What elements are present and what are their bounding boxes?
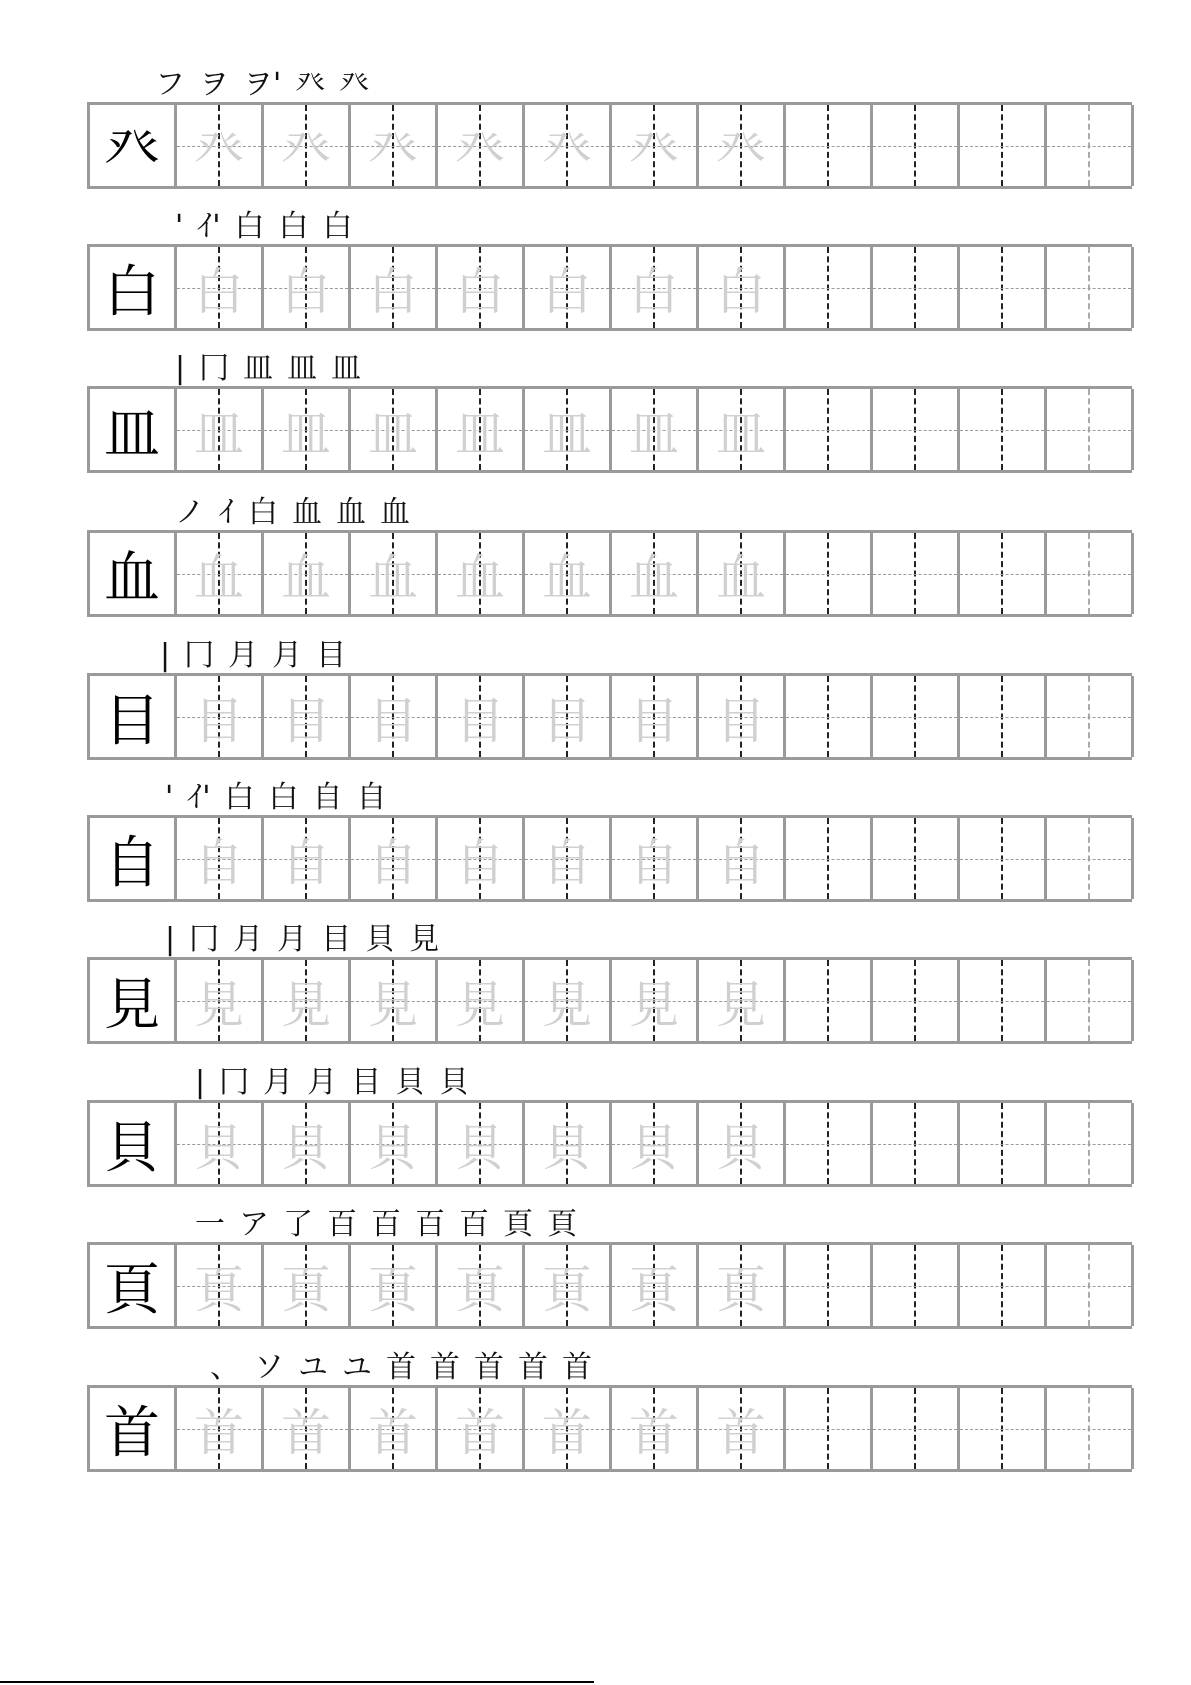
trace-character: 見 bbox=[455, 975, 505, 1034]
stroke-step: 貝 bbox=[365, 922, 396, 957]
trace-cell[interactable] bbox=[612, 676, 699, 757]
trace-character: 貝 bbox=[716, 1118, 766, 1177]
blank-practice-cell[interactable] bbox=[960, 1388, 1047, 1469]
blank-practice-cell[interactable] bbox=[786, 105, 873, 186]
trace-cell[interactable] bbox=[351, 676, 438, 757]
blank-practice-cell[interactable] bbox=[1047, 533, 1134, 614]
trace-character: 癶 bbox=[368, 120, 418, 179]
stroke-step: 首 bbox=[386, 1350, 416, 1385]
trace-cell[interactable] bbox=[177, 676, 264, 757]
trace-cell[interactable] bbox=[438, 247, 525, 328]
model-character-cell bbox=[90, 105, 177, 186]
blank-practice-cell[interactable] bbox=[960, 389, 1047, 470]
trace-cell[interactable] bbox=[699, 1245, 786, 1326]
trace-cell[interactable] bbox=[351, 105, 438, 186]
trace-cell[interactable] bbox=[612, 247, 699, 328]
stroke-step: 首 bbox=[430, 1350, 460, 1385]
trace-character: 頁 bbox=[542, 1260, 592, 1319]
trace-character: 皿 bbox=[368, 404, 418, 463]
trace-character: 白 bbox=[629, 262, 679, 321]
stroke-order bbox=[165, 769, 387, 813]
trace-character: 首 bbox=[716, 1403, 766, 1462]
model-character-cell bbox=[90, 247, 177, 328]
model-character-cell bbox=[90, 1388, 177, 1469]
stroke-step: 癶 bbox=[295, 67, 326, 102]
trace-cell[interactable] bbox=[525, 1388, 612, 1469]
trace-cell[interactable] bbox=[699, 533, 786, 614]
trace-cell[interactable] bbox=[525, 247, 612, 328]
blank-practice-cell[interactable] bbox=[873, 960, 960, 1041]
trace-cell[interactable] bbox=[351, 960, 438, 1041]
model-character-cell bbox=[90, 1245, 177, 1326]
practice-row bbox=[87, 386, 1132, 473]
stroke-step: 冂 bbox=[184, 638, 215, 673]
trace-character: 自 bbox=[194, 833, 244, 892]
stroke-step: 自 bbox=[356, 780, 387, 815]
trace-cell[interactable] bbox=[264, 960, 351, 1041]
blank-practice-cell[interactable] bbox=[873, 1388, 960, 1469]
stroke-order bbox=[210, 1339, 592, 1383]
trace-cell[interactable] bbox=[438, 960, 525, 1041]
stroke-step: 月 bbox=[307, 1065, 338, 1100]
trace-character: 首 bbox=[281, 1403, 331, 1462]
trace-character: 首 bbox=[629, 1403, 679, 1462]
trace-character: 自 bbox=[542, 833, 592, 892]
stroke-step: | bbox=[195, 1065, 206, 1100]
trace-cell[interactable] bbox=[699, 818, 786, 899]
trace-character: 見 bbox=[716, 975, 766, 1034]
stroke-step: 皿 bbox=[287, 351, 318, 386]
model-character-cell bbox=[90, 960, 177, 1041]
stroke-step: 白 bbox=[248, 495, 278, 530]
trace-cell[interactable] bbox=[264, 247, 351, 328]
trace-character: 見 bbox=[629, 975, 679, 1034]
trace-character: 自 bbox=[368, 833, 418, 892]
blank-practice-cell[interactable] bbox=[786, 818, 873, 899]
trace-character: 血 bbox=[194, 548, 244, 607]
stroke-step: 自 bbox=[312, 780, 343, 815]
stroke-step: 頁 bbox=[503, 1207, 533, 1242]
trace-character: 癶 bbox=[194, 120, 244, 179]
stroke-step: 血 bbox=[292, 495, 322, 530]
stroke-step: ソ bbox=[254, 1350, 284, 1385]
blank-practice-cell[interactable] bbox=[786, 960, 873, 1041]
stroke-step: 冂 bbox=[189, 922, 220, 957]
model-character: 癶 bbox=[104, 117, 160, 183]
stroke-step: ユ bbox=[342, 1350, 372, 1385]
stroke-order bbox=[175, 340, 361, 384]
blank-practice-cell[interactable] bbox=[960, 1245, 1047, 1326]
trace-character: 皿 bbox=[542, 404, 592, 463]
blank-practice-cell[interactable] bbox=[960, 247, 1047, 328]
trace-cell[interactable] bbox=[612, 960, 699, 1041]
model-character-cell bbox=[90, 676, 177, 757]
trace-cell[interactable] bbox=[351, 1103, 438, 1184]
blank-practice-cell[interactable] bbox=[1047, 676, 1134, 757]
blank-practice-cell[interactable] bbox=[786, 676, 873, 757]
practice-row bbox=[87, 1100, 1132, 1187]
trace-cell[interactable] bbox=[699, 389, 786, 470]
blank-practice-cell[interactable] bbox=[960, 818, 1047, 899]
trace-character: 皿 bbox=[281, 404, 331, 463]
trace-character: 貝 bbox=[455, 1118, 505, 1177]
trace-character: 貝 bbox=[368, 1118, 418, 1177]
model-character-cell bbox=[90, 818, 177, 899]
blank-practice-cell[interactable] bbox=[1047, 960, 1134, 1041]
stroke-step: ア bbox=[239, 1207, 269, 1242]
stroke-step: 一 bbox=[195, 1207, 225, 1242]
trace-cell[interactable] bbox=[699, 1388, 786, 1469]
stroke-step: 首 bbox=[474, 1350, 504, 1385]
stroke-step: 白 bbox=[224, 780, 255, 815]
footer-rule bbox=[0, 1681, 594, 1683]
stroke-order bbox=[195, 1196, 577, 1240]
trace-cell[interactable] bbox=[612, 533, 699, 614]
trace-character: 皿 bbox=[455, 404, 505, 463]
trace-character: 血 bbox=[281, 548, 331, 607]
blank-practice-cell[interactable] bbox=[1047, 818, 1134, 899]
trace-character: 血 bbox=[716, 548, 766, 607]
practice-row bbox=[87, 244, 1132, 331]
blank-practice-cell[interactable] bbox=[960, 1103, 1047, 1184]
trace-cell[interactable] bbox=[699, 1103, 786, 1184]
blank-practice-cell[interactable] bbox=[786, 1245, 873, 1326]
blank-practice-cell[interactable] bbox=[960, 533, 1047, 614]
stroke-step: ' bbox=[165, 780, 174, 815]
trace-cell[interactable] bbox=[351, 818, 438, 899]
trace-character: 頁 bbox=[368, 1260, 418, 1319]
stroke-step: 血 bbox=[336, 495, 366, 530]
trace-cell[interactable] bbox=[264, 105, 351, 186]
stroke-step: 月 bbox=[272, 638, 303, 673]
trace-cell[interactable] bbox=[351, 1245, 438, 1326]
trace-cell[interactable] bbox=[264, 818, 351, 899]
trace-cell[interactable] bbox=[525, 676, 612, 757]
trace-character: 癶 bbox=[716, 120, 766, 179]
trace-character: 貝 bbox=[629, 1118, 679, 1177]
trace-character: 白 bbox=[368, 262, 418, 321]
practice-row bbox=[87, 1242, 1132, 1329]
trace-cell[interactable] bbox=[525, 1103, 612, 1184]
blank-practice-cell[interactable] bbox=[786, 1388, 873, 1469]
blank-practice-cell[interactable] bbox=[786, 533, 873, 614]
trace-character: 血 bbox=[542, 548, 592, 607]
model-character: 頁 bbox=[104, 1257, 160, 1323]
trace-character: 首 bbox=[455, 1403, 505, 1462]
trace-cell[interactable] bbox=[612, 818, 699, 899]
blank-practice-cell[interactable] bbox=[873, 1103, 960, 1184]
stroke-step: 貝 bbox=[395, 1065, 426, 1100]
model-character: 白 bbox=[104, 259, 160, 325]
stroke-step: 月 bbox=[228, 638, 259, 673]
trace-character: 首 bbox=[368, 1403, 418, 1462]
stroke-step: 月 bbox=[233, 922, 264, 957]
trace-cell[interactable] bbox=[699, 960, 786, 1041]
trace-cell[interactable] bbox=[438, 533, 525, 614]
practice-row bbox=[87, 815, 1132, 902]
trace-cell[interactable] bbox=[351, 1388, 438, 1469]
stroke-step: フ bbox=[155, 67, 185, 102]
trace-cell[interactable] bbox=[699, 105, 786, 186]
stroke-order bbox=[155, 56, 369, 100]
stroke-step: 、 bbox=[210, 1350, 240, 1385]
blank-practice-cell[interactable] bbox=[786, 1103, 873, 1184]
model-character: 見 bbox=[104, 972, 160, 1038]
trace-cell[interactable] bbox=[177, 533, 264, 614]
trace-cell[interactable] bbox=[177, 1245, 264, 1326]
stroke-step: 白 bbox=[268, 780, 299, 815]
stroke-step: ユ bbox=[298, 1350, 328, 1385]
trace-cell[interactable] bbox=[438, 1103, 525, 1184]
trace-cell[interactable] bbox=[177, 960, 264, 1041]
trace-cell[interactable] bbox=[699, 676, 786, 757]
blank-practice-cell[interactable] bbox=[873, 247, 960, 328]
blank-practice-cell[interactable] bbox=[1047, 1103, 1134, 1184]
stroke-step: 白 bbox=[278, 209, 309, 244]
stroke-step: 百 bbox=[459, 1207, 489, 1242]
trace-cell[interactable] bbox=[264, 533, 351, 614]
practice-row bbox=[87, 1385, 1132, 1472]
model-character-cell bbox=[90, 533, 177, 614]
stroke-step: ノ bbox=[175, 495, 205, 530]
trace-cell[interactable] bbox=[177, 1103, 264, 1184]
trace-character: 自 bbox=[281, 833, 331, 892]
blank-practice-cell[interactable] bbox=[1047, 105, 1134, 186]
trace-character: 白 bbox=[281, 262, 331, 321]
trace-cell[interactable] bbox=[525, 533, 612, 614]
trace-cell[interactable] bbox=[264, 676, 351, 757]
trace-cell[interactable] bbox=[177, 247, 264, 328]
blank-practice-cell[interactable] bbox=[873, 389, 960, 470]
trace-cell[interactable] bbox=[525, 1245, 612, 1326]
blank-practice-cell[interactable] bbox=[1047, 247, 1134, 328]
trace-cell[interactable] bbox=[438, 1245, 525, 1326]
trace-character: 白 bbox=[716, 262, 766, 321]
trace-cell[interactable] bbox=[438, 105, 525, 186]
trace-cell[interactable] bbox=[177, 1388, 264, 1469]
blank-practice-cell[interactable] bbox=[873, 676, 960, 757]
stroke-step: 首 bbox=[518, 1350, 548, 1385]
stroke-step: 貝 bbox=[439, 1065, 470, 1100]
stroke-step: 月 bbox=[263, 1065, 294, 1100]
trace-cell[interactable] bbox=[177, 105, 264, 186]
stroke-order bbox=[195, 1054, 469, 1098]
model-character: 貝 bbox=[104, 1115, 160, 1181]
practice-row bbox=[87, 957, 1132, 1044]
trace-character: 目 bbox=[368, 691, 418, 750]
stroke-step: 月 bbox=[277, 922, 308, 957]
trace-cell[interactable] bbox=[264, 1388, 351, 1469]
practice-row bbox=[87, 673, 1132, 760]
trace-character: 貝 bbox=[281, 1118, 331, 1177]
model-character: 皿 bbox=[104, 401, 160, 467]
trace-cell[interactable] bbox=[525, 960, 612, 1041]
stroke-step: 白 bbox=[322, 209, 353, 244]
trace-character: 癶 bbox=[281, 120, 331, 179]
stroke-order bbox=[175, 484, 410, 528]
trace-character: 見 bbox=[542, 975, 592, 1034]
trace-cell[interactable] bbox=[438, 1388, 525, 1469]
trace-cell[interactable] bbox=[525, 818, 612, 899]
trace-character: 血 bbox=[629, 548, 679, 607]
trace-character: 目 bbox=[194, 691, 244, 750]
model-character-cell bbox=[90, 1103, 177, 1184]
trace-character: 皿 bbox=[194, 404, 244, 463]
blank-practice-cell[interactable] bbox=[960, 105, 1047, 186]
trace-cell[interactable] bbox=[699, 247, 786, 328]
trace-character: 血 bbox=[455, 548, 505, 607]
stroke-step: 皿 bbox=[331, 351, 362, 386]
trace-character: 目 bbox=[629, 691, 679, 750]
blank-practice-cell[interactable] bbox=[1047, 1388, 1134, 1469]
stroke-order bbox=[175, 198, 353, 242]
stroke-step: 首 bbox=[562, 1350, 592, 1385]
trace-character: 癶 bbox=[455, 120, 505, 179]
trace-character: 見 bbox=[194, 975, 244, 1034]
trace-character: 頁 bbox=[194, 1260, 244, 1319]
model-character: 血 bbox=[104, 545, 160, 611]
blank-practice-cell[interactable] bbox=[873, 1245, 960, 1326]
blank-practice-cell[interactable] bbox=[873, 533, 960, 614]
trace-character: 白 bbox=[455, 262, 505, 321]
trace-character: 皿 bbox=[716, 404, 766, 463]
trace-cell[interactable] bbox=[438, 676, 525, 757]
trace-character: 自 bbox=[455, 833, 505, 892]
trace-character: 目 bbox=[281, 691, 331, 750]
blank-practice-cell[interactable] bbox=[873, 818, 960, 899]
trace-character: 癶 bbox=[542, 120, 592, 179]
stroke-step: 目 bbox=[321, 922, 352, 957]
trace-character: 目 bbox=[455, 691, 505, 750]
stroke-step: 血 bbox=[380, 495, 410, 530]
trace-character: 頁 bbox=[455, 1260, 505, 1319]
trace-cell[interactable] bbox=[351, 247, 438, 328]
model-character: 首 bbox=[104, 1400, 160, 1466]
blank-practice-cell[interactable] bbox=[873, 105, 960, 186]
stroke-step: 冂 bbox=[219, 1065, 250, 1100]
trace-cell[interactable] bbox=[264, 389, 351, 470]
stroke-step: | bbox=[160, 638, 171, 673]
practice-row bbox=[87, 102, 1132, 189]
stroke-step: 百 bbox=[327, 1207, 357, 1242]
trace-character: 首 bbox=[542, 1403, 592, 1462]
trace-cell[interactable] bbox=[264, 1103, 351, 1184]
model-character: 目 bbox=[104, 688, 160, 754]
trace-cell[interactable] bbox=[612, 389, 699, 470]
trace-cell[interactable] bbox=[612, 1388, 699, 1469]
stroke-step: ヲ bbox=[199, 67, 229, 102]
stroke-step: 冂 bbox=[199, 351, 230, 386]
trace-character: 首 bbox=[194, 1403, 244, 1462]
blank-practice-cell[interactable] bbox=[960, 676, 1047, 757]
stroke-step: ｲ' bbox=[187, 780, 211, 815]
trace-cell[interactable] bbox=[612, 1103, 699, 1184]
model-character: 自 bbox=[104, 830, 160, 896]
trace-character: 自 bbox=[716, 833, 766, 892]
trace-character: 見 bbox=[281, 975, 331, 1034]
trace-character: 頁 bbox=[281, 1260, 331, 1319]
trace-character: 頁 bbox=[629, 1260, 679, 1319]
trace-character: 目 bbox=[542, 691, 592, 750]
blank-practice-cell[interactable] bbox=[786, 389, 873, 470]
trace-cell[interactable] bbox=[525, 389, 612, 470]
practice-row bbox=[87, 530, 1132, 617]
blank-practice-cell[interactable] bbox=[786, 247, 873, 328]
trace-cell[interactable] bbox=[612, 105, 699, 186]
stroke-step: 百 bbox=[371, 1207, 401, 1242]
trace-character: 血 bbox=[368, 548, 418, 607]
trace-character: 貝 bbox=[542, 1118, 592, 1177]
blank-practice-cell[interactable] bbox=[1047, 1245, 1134, 1326]
trace-cell[interactable] bbox=[351, 389, 438, 470]
stroke-step: 百 bbox=[415, 1207, 445, 1242]
trace-character: 自 bbox=[629, 833, 679, 892]
stroke-step: 目 bbox=[351, 1065, 382, 1100]
stroke-step: ｲ' bbox=[197, 209, 221, 244]
blank-practice-cell[interactable] bbox=[1047, 389, 1134, 470]
stroke-step: 皿 bbox=[243, 351, 274, 386]
trace-character: 頁 bbox=[716, 1260, 766, 1319]
stroke-order bbox=[160, 627, 346, 671]
trace-cell[interactable] bbox=[351, 533, 438, 614]
trace-cell[interactable] bbox=[177, 818, 264, 899]
stroke-step: ヲ' bbox=[243, 67, 282, 102]
trace-cell[interactable] bbox=[264, 1245, 351, 1326]
trace-character: 目 bbox=[716, 691, 766, 750]
stroke-step: 頁 bbox=[547, 1207, 577, 1242]
stroke-step: 目 bbox=[316, 638, 347, 673]
trace-character: 癶 bbox=[629, 120, 679, 179]
trace-cell[interactable] bbox=[438, 818, 525, 899]
blank-practice-cell[interactable] bbox=[960, 960, 1047, 1041]
trace-cell[interactable] bbox=[525, 105, 612, 186]
stroke-step: ｲ bbox=[219, 495, 234, 530]
model-character-cell bbox=[90, 389, 177, 470]
stroke-step: ' bbox=[175, 209, 184, 244]
stroke-step: 了 bbox=[283, 1207, 313, 1242]
stroke-step: | bbox=[165, 922, 176, 957]
trace-cell[interactable] bbox=[612, 1245, 699, 1326]
trace-character: 白 bbox=[194, 262, 244, 321]
trace-character: 皿 bbox=[629, 404, 679, 463]
trace-character: 貝 bbox=[194, 1118, 244, 1177]
trace-cell[interactable] bbox=[438, 389, 525, 470]
stroke-step: 白 bbox=[234, 209, 265, 244]
trace-character: 白 bbox=[542, 262, 592, 321]
trace-cell[interactable] bbox=[177, 389, 264, 470]
trace-character: 見 bbox=[368, 975, 418, 1034]
stroke-step: 見 bbox=[409, 922, 440, 957]
stroke-step: | bbox=[175, 351, 186, 386]
stroke-order bbox=[165, 911, 439, 955]
stroke-step: 癶 bbox=[339, 67, 370, 102]
